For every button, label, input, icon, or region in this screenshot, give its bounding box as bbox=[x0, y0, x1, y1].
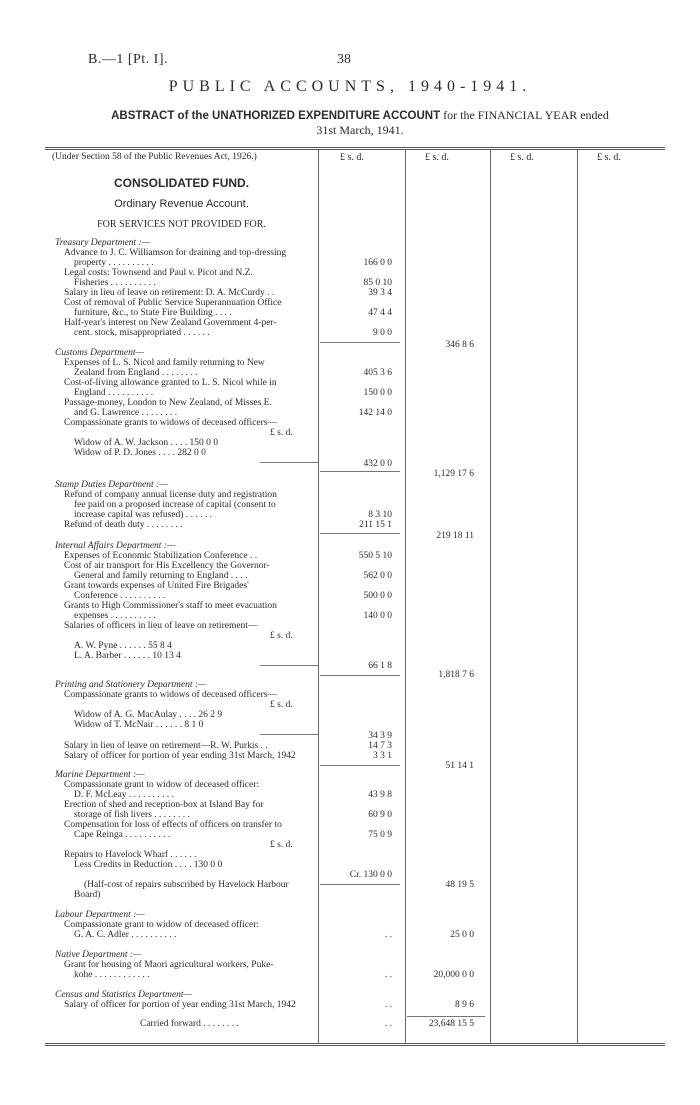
department-total-cell: 23,648 15 5 bbox=[428, 1019, 474, 1029]
subtitle-bold: ABSTRACT of the UNATHORIZED EXPENDITURE ACCOUNT bbox=[111, 110, 441, 122]
subtotal-rule bbox=[320, 884, 400, 885]
amount-cell: 60 9 0 bbox=[368, 810, 392, 820]
line-item-text: Refund of death duty . . . . . . . . bbox=[64, 520, 183, 530]
amount-cell: 47 4 4 bbox=[368, 308, 392, 318]
line-item-text: £ s. d. bbox=[270, 840, 293, 850]
subtitle-rest: for the FINANCIAL YEAR ended bbox=[443, 108, 609, 122]
subtotal-rule bbox=[320, 675, 400, 676]
amount-cell: 39 3 4 bbox=[368, 288, 392, 298]
line-item-text: Less Credits in Reduction . . . . 130 0 0 bbox=[74, 860, 223, 870]
line-item-text: Erection of shed and reception-box at Island Bay for bbox=[64, 800, 264, 810]
amount-cell: 66 1 8 bbox=[368, 661, 392, 671]
page-number: 38 bbox=[337, 52, 351, 67]
table-top-rule-2 bbox=[45, 149, 665, 150]
department-heading: Labour Department :— bbox=[55, 910, 145, 920]
amount-cell: . . bbox=[384, 1000, 392, 1010]
line-item-text: G. A. C. Adler . . . . . . . . . . bbox=[74, 930, 177, 940]
amount-cell: 34 3 9 bbox=[368, 731, 392, 741]
line-item-text: Cost of removal of Public Service Superannuation Office bbox=[64, 298, 282, 308]
department-total-cell: 1,129 17 6 bbox=[433, 469, 474, 479]
department-heading: Marine Department :— bbox=[55, 770, 145, 780]
amount-cell: 9 0 0 bbox=[373, 328, 392, 338]
line-item-text: £ s. d. bbox=[270, 428, 293, 438]
line-item-text: Salary of officer for portion of year ending 31st March, 1942 bbox=[64, 1000, 296, 1010]
line-item-text: Grant for housing of Maori agricultural workers, Puke- bbox=[64, 960, 274, 970]
line-item-text: and G. Lawrence . . . . . . . . bbox=[74, 408, 178, 418]
line-item-text: Legal costs: Townsend and Paul v. Picot and N.Z. bbox=[64, 268, 253, 278]
page-title: PUBLIC ACCOUNTS, 1940-1941. bbox=[168, 78, 532, 95]
department-heading: Customs Department— bbox=[55, 348, 144, 358]
department-heading: Internal Affairs Department :— bbox=[55, 541, 176, 551]
department-total-cell: 20,000 0 0 bbox=[433, 970, 474, 980]
line-item-text: Salaries of officers in lieu of leave on retirement— bbox=[64, 621, 258, 631]
department-total-cell: 219 18 11 bbox=[436, 531, 474, 541]
amount-cell: 211 15 1 bbox=[359, 520, 392, 530]
line-item-text: Compassionate grants to widows of deceased officers— bbox=[64, 418, 277, 428]
line-item-text: Carried forward . . . . . . . . bbox=[140, 1019, 239, 1029]
line-item-text: Passage-money, London to New Zealand, of Misses E. bbox=[64, 398, 272, 408]
line-item-text: A. W. Pyne . . . . . . 55 8 4 bbox=[74, 641, 172, 651]
line-item-text: Advance to J. C. Williamson for draining and top-dressing bbox=[64, 248, 287, 258]
line-item-text: Cape Reinga . . . . . . . . . . bbox=[74, 830, 171, 840]
column-header-money: £ s. d. bbox=[425, 152, 449, 163]
line-item-text: Salary of officer for portion of year ending 31st March, 1942 bbox=[64, 751, 296, 761]
line-item-text: Zealand from England . . . . . . . . bbox=[74, 368, 198, 378]
line-item-text: increase capital was refused) . . . . . . bbox=[74, 510, 212, 520]
line-item-text: Grants to High Commissioner's staff to meet evacuation bbox=[64, 601, 277, 611]
amount-cell: 85 0 10 bbox=[363, 278, 392, 288]
column-header-money: £ s. d. bbox=[597, 152, 621, 163]
line-item-text: Half-year's interest on New Zealand Government 4-per- bbox=[64, 318, 277, 328]
department-heading: Printing and Stationery Department :— bbox=[55, 680, 207, 690]
amount-cell: 432 0 0 bbox=[363, 459, 392, 469]
subtotal-rule bbox=[320, 471, 400, 472]
line-item-text: Salary in lieu of leave on retirement—R. W. Purkis . . bbox=[64, 741, 268, 751]
line-item-text: storage of fish livers . . . . . . . . bbox=[74, 810, 190, 820]
subtotal-rule bbox=[320, 342, 400, 343]
column-divider bbox=[577, 149, 578, 1044]
line-item-text: Grant towards expenses of United Fire Brigades' bbox=[64, 581, 249, 591]
amount-cell: Cr. 130 0 0 bbox=[349, 870, 392, 880]
line-item-text: Widow of P. D. Jones . . . . 282 0 0 bbox=[74, 448, 206, 458]
department-heading: Stamp Duties Department :— bbox=[55, 480, 168, 490]
line-item-text: General and family returning to England . . . . bbox=[74, 571, 248, 581]
account-heading: Ordinary Revenue Account. bbox=[114, 198, 249, 210]
amount-cell: . . bbox=[384, 970, 392, 980]
amount-cell: 562 0 0 bbox=[363, 571, 392, 581]
line-item-text: cent. stock, misappropriated . . . . . . bbox=[74, 328, 210, 338]
line-item-text: property . . . . . . . . . . bbox=[74, 258, 154, 268]
column-header-money: £ s. d. bbox=[340, 152, 364, 163]
table-bottom-rule bbox=[45, 1043, 665, 1044]
column-divider bbox=[405, 149, 406, 1044]
subtotal-rule bbox=[260, 665, 318, 666]
line-item-text: Cost of air transport for His Excellency the Governor- bbox=[64, 561, 270, 571]
subtotal-rule bbox=[320, 765, 400, 766]
line-item-text: (Half-cost of repairs subscribed by Havelock Harbour bbox=[84, 880, 289, 890]
department-heading: Native Department :— bbox=[55, 950, 142, 960]
amount-cell: 166 0 0 bbox=[363, 258, 392, 268]
department-total-cell: 8 9 6 bbox=[455, 1000, 474, 1010]
department-total-cell: 48 19 5 bbox=[445, 880, 474, 890]
line-item-text: £ s. d. bbox=[270, 700, 293, 710]
department-heading: Treasury Department :— bbox=[55, 238, 151, 248]
amount-cell: . . bbox=[384, 930, 392, 940]
amount-cell: . . bbox=[384, 1019, 392, 1029]
line-item-text: Widow of T. McNair . . . . . . 8 1 0 bbox=[74, 720, 204, 730]
line-item-text: Compassionate grants to widows of deceased officers— bbox=[64, 690, 277, 700]
line-item-text: Conference . . . . . . . . . . bbox=[74, 591, 166, 601]
line-item-text: Compensation for loss of effects of officers on transfer to bbox=[64, 820, 282, 830]
column-header-money: £ s. d. bbox=[510, 152, 534, 163]
department-total-cell: 346 8 6 bbox=[445, 340, 474, 350]
line-item-text: Repairs to Havelock Wharf . . . . . . bbox=[64, 850, 197, 860]
subtotal-rule bbox=[260, 734, 318, 735]
amount-cell: 75 0 9 bbox=[368, 830, 392, 840]
line-item-text: Cost-of-living allowance granted to L. S. Nicol while in bbox=[64, 378, 277, 388]
report-reference: B.—1 [Pt. I]. bbox=[88, 52, 168, 67]
department-heading: Census and Statistics Department— bbox=[55, 990, 192, 1000]
abstract-subtitle bbox=[60, 108, 660, 137]
table-top-rule bbox=[45, 147, 665, 148]
line-item-text: fee paid on a proposed increase of capital (consent to bbox=[74, 500, 276, 510]
fund-heading: CONSOLIDATED FUND. bbox=[113, 176, 250, 190]
column-divider bbox=[490, 149, 491, 1044]
statute-note: (Under Section 58 of the Public Revenues Act, 1926.) bbox=[52, 152, 257, 162]
line-item-text: Fisheries . . . . . . . . . . bbox=[74, 278, 156, 288]
line-item-text: Widow of A. G. MacAulay . . . . 26 2 9 bbox=[74, 710, 223, 720]
amount-cell: 142 14 0 bbox=[358, 408, 392, 418]
line-item-text: L. A. Barber . . . . . . 10 13 4 bbox=[74, 651, 181, 661]
line-item-text: Board) bbox=[74, 890, 101, 900]
amount-cell: 3 3 1 bbox=[373, 751, 392, 761]
amount-cell: 500 0 0 bbox=[363, 591, 392, 601]
line-item-text: Expenses of Economic Stabilization Conference . . bbox=[64, 551, 258, 561]
line-item-text: D. F. McLeay . . . . . . . . . . bbox=[74, 790, 175, 800]
table-bottom-rule-2 bbox=[45, 1045, 665, 1046]
amount-cell: 140 0 0 bbox=[363, 611, 392, 621]
subtotal-rule bbox=[320, 533, 400, 534]
amount-cell: 550 5 10 bbox=[358, 551, 392, 561]
amount-cell: 14 7 3 bbox=[368, 741, 392, 751]
line-item-text: £ s. d. bbox=[270, 631, 293, 641]
line-item-text: England . . . . . . . . . . bbox=[74, 388, 154, 398]
department-total-cell: 51 14 1 bbox=[445, 761, 474, 771]
line-item-text: furniture, &c., to State Fire Building . . . . bbox=[74, 308, 232, 318]
amount-cell: 150 0 0 bbox=[363, 388, 392, 398]
department-total-cell: 25 0 0 bbox=[450, 930, 474, 940]
line-item-text: Expenses of L. S. Nicol and family returning to New bbox=[64, 358, 265, 368]
amount-cell: 8 3 10 bbox=[368, 510, 392, 520]
amount-cell: 43 9 8 bbox=[368, 790, 392, 800]
line-item-text: expenses . . . . . . . . . . bbox=[74, 611, 156, 621]
subtotal-rule bbox=[407, 1016, 485, 1017]
services-heading: FOR SERVICES NOT PROVIDED FOR. bbox=[97, 219, 266, 230]
subtitle-date: 31st March, 1941. bbox=[316, 123, 404, 137]
line-item-text: Salary in lieu of leave on retirement: D. A. McCurdy . . bbox=[64, 288, 275, 298]
line-item-text: Compassionate grant to widow of deceased officer: bbox=[64, 920, 260, 930]
amount-cell: 405 3 6 bbox=[363, 368, 392, 378]
subtotal-rule bbox=[260, 462, 318, 463]
line-item-text: Compassionate grant to widow of deceased officer: bbox=[64, 780, 260, 790]
line-item-text: Refund of company annual license duty and registration bbox=[64, 490, 277, 500]
line-item-text: Widow of A. W. Jackson . . . . 150 0 0 bbox=[74, 438, 218, 448]
line-item-text: kohe . . . . . . . . . . . . bbox=[74, 970, 150, 980]
department-total-cell: 1,818 7 6 bbox=[438, 670, 474, 680]
